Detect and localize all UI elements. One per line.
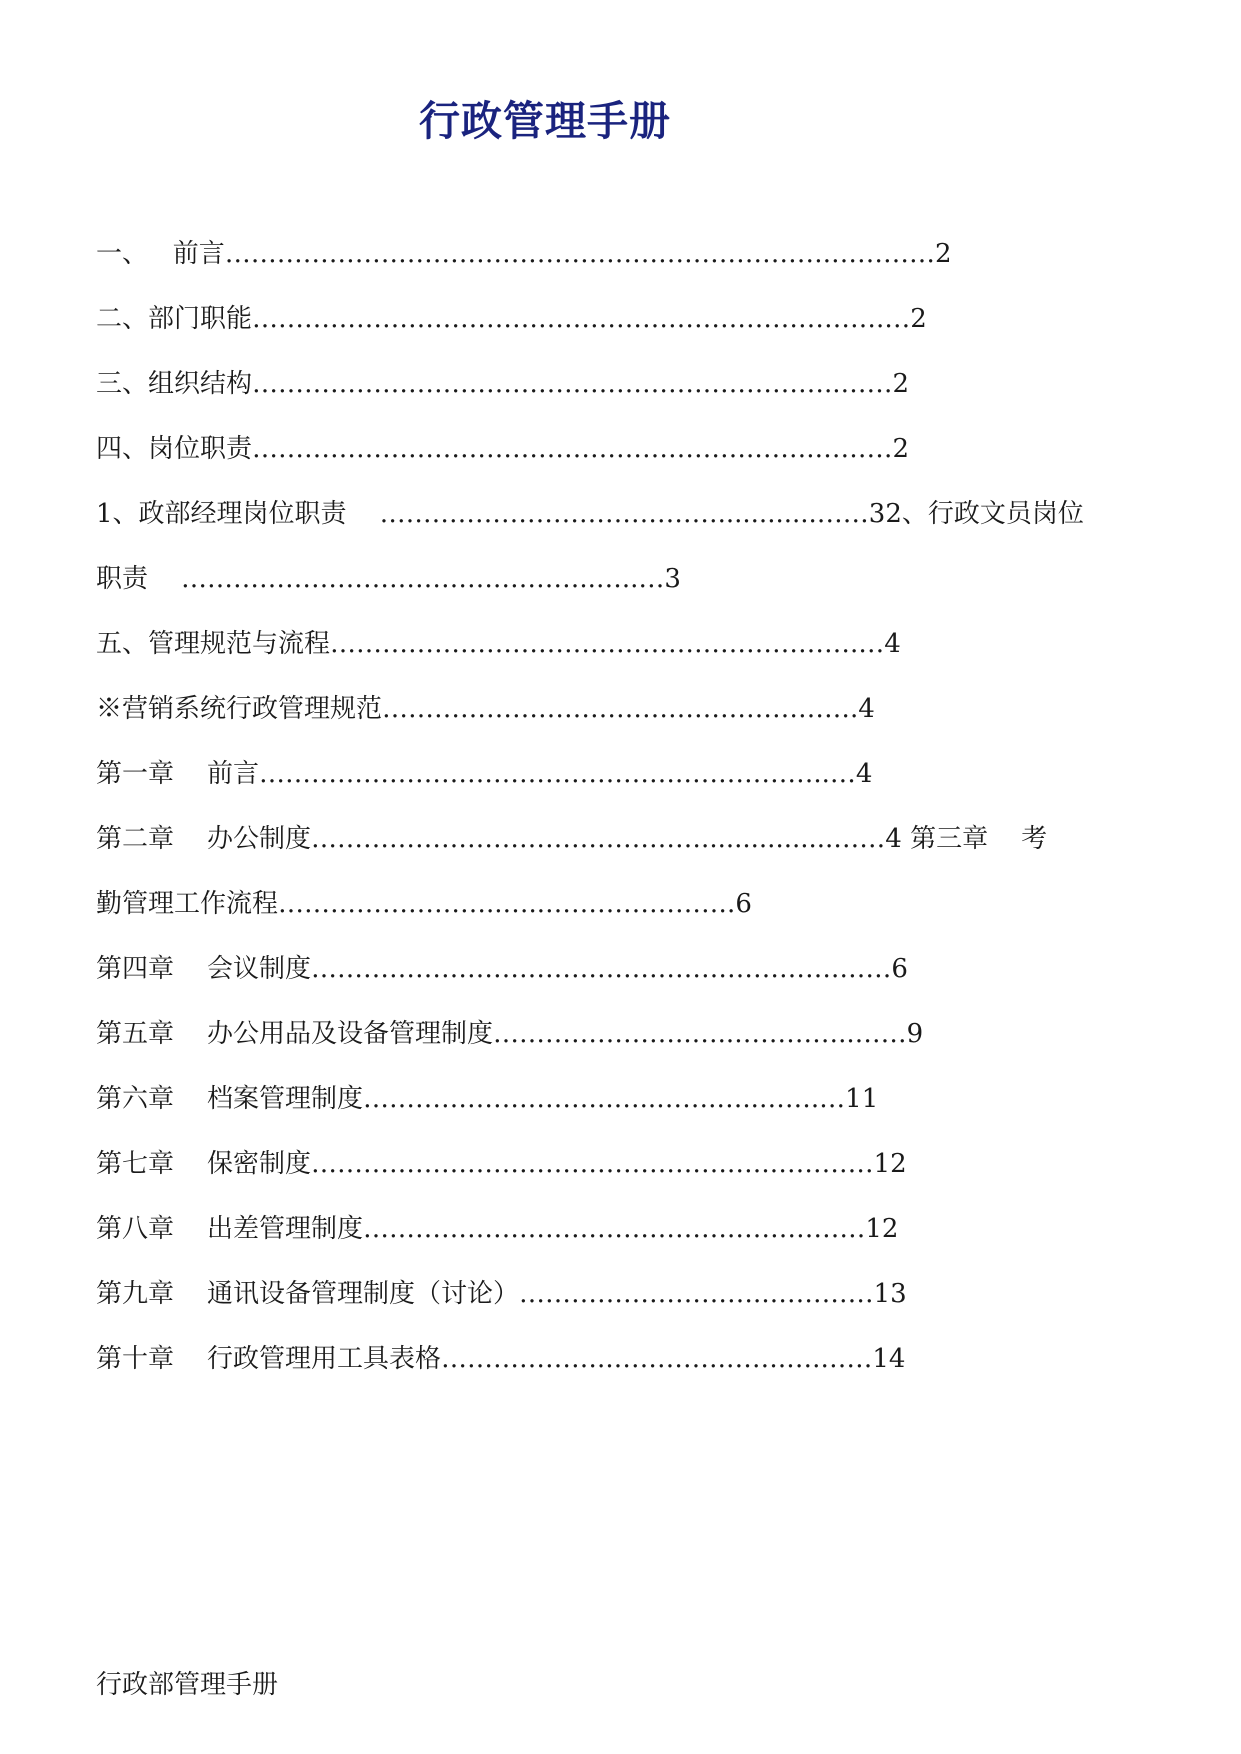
toc-line: 二、部门职能……………………………………………………………….…2 [96,304,927,334]
toc-line: 五、管理规范与流程…………………………………………………….…4 [96,629,901,659]
table-of-contents [96,222,1186,1392]
toc-line: 第一章 前言………………………………………….……………..…4 [96,759,873,789]
toc-line: 一、 前言…………………………………………………………….…………2 [96,239,952,269]
page-title: 行政管理手册 [419,97,671,145]
footer-text: 行政部管理手册 [96,1670,279,1700]
toc-line: 三、组织结构…………………………………………………………..……2 [96,369,910,399]
toc-line: 第七章 保密制度………………………………………….….…………12 [96,1149,907,1179]
toc-line: 第九章 通讯设备管理制度（讨论）………………………..…………13 [96,1279,907,1309]
toc-line: 四、岗位职责………………………………………………….…….………2 [96,434,910,464]
toc-line: 第五章 办公用品及设备管理制度…………………..…..…………..……9 [96,1019,924,1049]
toc-line: 第二章 办公制度………………………………………................……4 第三章 考 [96,824,1048,854]
toc-line: 职责 ……………………………….………..…..…3 [96,564,681,594]
toc-line: 第十章 行政管理用工具表格………………..………….…….….……14 [96,1344,906,1374]
toc-line: 1、政部经理岗位职责 …………………………………............……32、行政文员岗位 [96,499,1084,529]
toc-line: 第八章 出差管理制度…………………………………….……………12 [96,1214,899,1244]
toc-line: ※营销系统行政管理规范……………………………………………….4 [96,694,875,724]
toc-line: 第四章 会议制度…………………………………………………….……6 [96,954,908,984]
toc-line: 第六章 档案管理制度………………………..…..…….…..…….…11 [96,1084,879,1114]
toc-line: 勤管理工作流程……………………..…..………………….6 [96,889,752,919]
